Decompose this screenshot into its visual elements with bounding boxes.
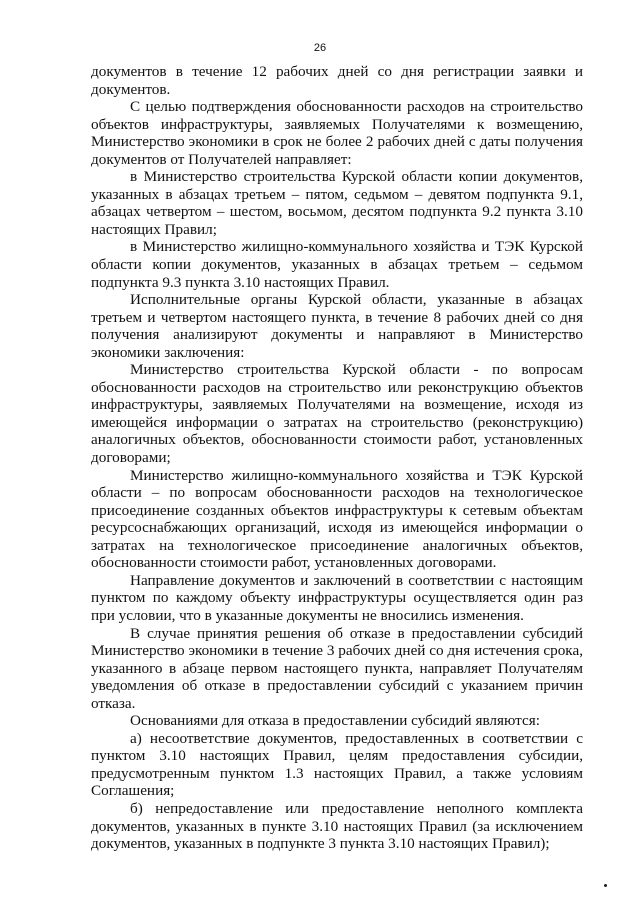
list-item-a: а) несоответствие документов, предоставленных в соответствии с пунктом 3.10 настоящих Правил, целям предоставления субсидии, предусмотренным пунктом 1.3 настоящих Правил, а также условиям Соглашения; xyxy=(91,729,583,800)
paragraph-continuation: документов в течение 12 рабочих дней со дня регистрации заявки и документов. xyxy=(91,63,583,98)
paragraph-submission-once: Направление документов и заключений в соответствии с настоящим пунктом по каждому объекту инфраструктуры осуществляется один раз при условии, что в указанные документы не вносились изменения. xyxy=(91,571,583,624)
list-item-b: б) непредоставление или предоставление неполного комплекта документов, указанных в пункте 3.10 настоящих Правил (за исключением документов, указанных в подпункте 3 пункта 3.10 настоящих Правил); xyxy=(91,799,583,853)
document-body xyxy=(91,63,583,853)
paragraph-housing-ministry: в Министерство жилищно-коммунального хозяйства и ТЭК Курской области копии документов, указанных в абзацах третьем – седьмом подпункта 9.3 пункта 3.10 настоящих Правил. xyxy=(91,238,583,291)
scan-speck xyxy=(604,884,607,887)
paragraph-construction-conclusion: Министерство строительства Курской области - по вопросам обоснованности расходов на строительство или реконструкцию объектов инфраструктуры, заявляемых Получателями на возмещение, исходя из имеющейся информации о затратах на строительство (реконструкцию) аналогичных объектов, обоснованности стоимости работ, установленных договорами; xyxy=(91,361,583,467)
paragraph-refusal-grounds: Основаниями для отказа в предоставлении субсидий являются: xyxy=(130,712,540,730)
paragraph-refusal-notice: В случае принятия решения об отказе в предоставлении субсидий Министерство экономики в течение 3 рабочих дней со дня истечения срока, указанного в абзаце первом настоящего пункта, направляет Получателям уведомления об отказе в предоставлении субсидий с указанием причин отказа. xyxy=(91,624,583,712)
paragraph-executive-bodies: Исполнительные органы Курской области, указанные в абзацах третьем и четвертом настоящего пункта, в течение 8 рабочих дней со дня получения анализируют документы и направляют в Министерство экономики заключения: xyxy=(91,291,583,361)
paragraph-construction-ministry: в Министерство строительства Курской области копии документов, указанных в абзацах третьем – пятом, седьмом – девятом подпункта 9.1, абзацах четвертом – шестом, восьмом, десятом подпункта 9.2 пункта 3.10 настоящих Правил; xyxy=(91,168,583,238)
paragraph-housing-conclusion: Министерство жилищно-коммунального хозяйства и ТЭК Курской области – по вопросам обоснованности расходов на технологическое присоединение созданных объектов инфраструктуры к сетевым объектам ресурсоснабжающих организаций, исходя из имеющейся информации о затратах на технологическое присоединение аналогичных объектов, обоснованности стоимости работ, установленных договорами. xyxy=(91,466,583,572)
paragraph-purpose: С целью подтверждения обоснованности расходов на строительство объектов инфраструктуры, заявляемых Получателями к возмещению, Министерство экономики в срок не более 2 рабочих дней с даты получения документов от Получателей направляет: xyxy=(91,98,583,168)
page-number: 26 xyxy=(313,42,327,54)
